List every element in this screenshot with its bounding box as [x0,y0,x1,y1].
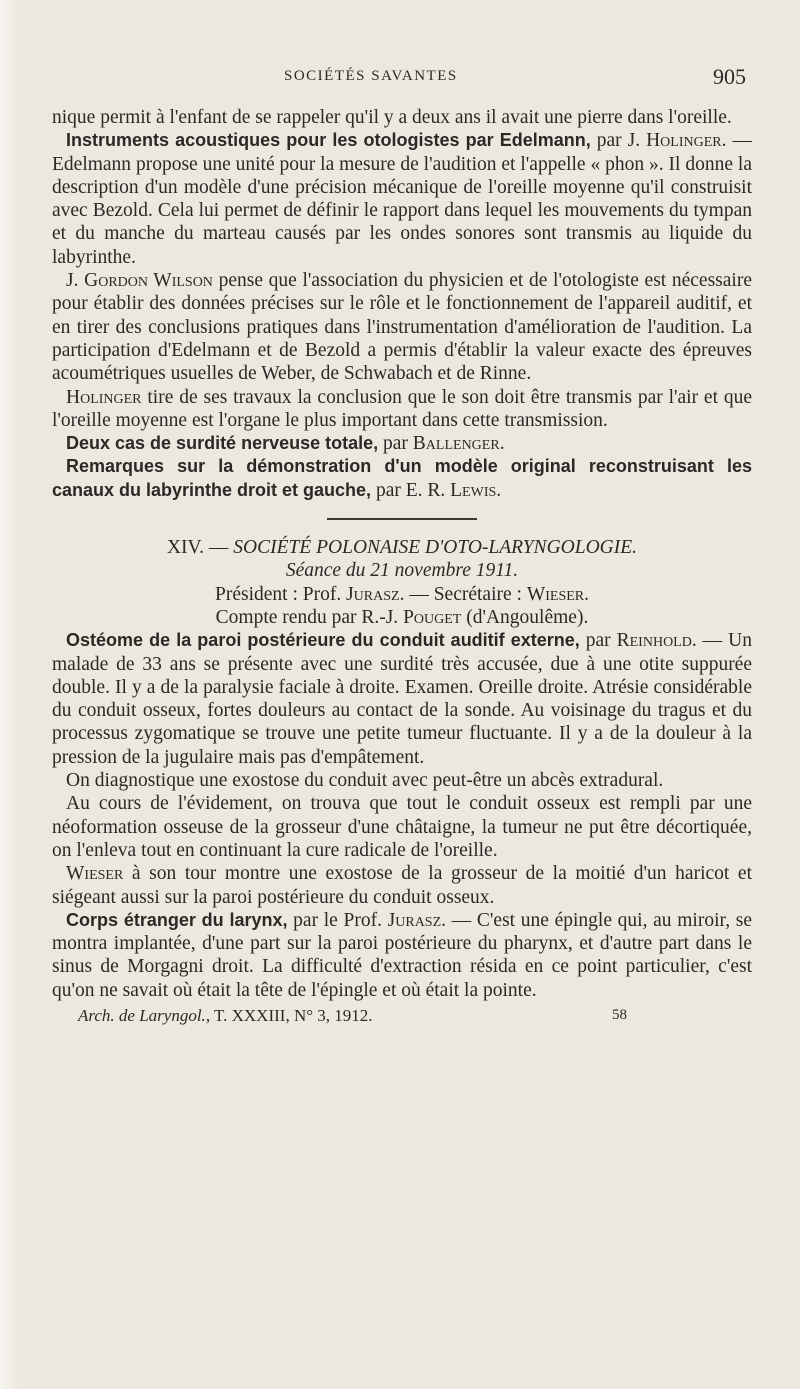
journal-citation: Arch. de Laryngol., T. XXXIII, N° 3, 1912. [78,1005,373,1025]
author-name: Gordon Wilson [84,270,213,292]
page-footer [52,1004,752,1028]
report-line: Compte rendu par R.-J. Pouget (d'Angoulême). [215,606,589,628]
article-title: Corps étranger du larynx, [66,909,288,930]
paragraph-evidement: Au cours de l'évidement, on trouva que tout le conduit osseux est rempli par une néoformation osseuse de la grosseur d'une châtaigne, la tumeur ne put être décortiquée, on l'enleva tout en continuant la cure radicale de l'oreille. [52,793,752,861]
author-name: Ballenger [412,433,500,455]
page-edge [0,0,20,1389]
author-name: Reinhold [616,630,692,652]
author-name: Wieser [66,863,124,885]
paragraph-diagnostic: On diagnostique une exostose du conduit avec peut-être un abcès extradural. [66,770,664,792]
body-text [52,106,752,1028]
article-title: Ostéome de la paroi postérieure du conduit auditif externe, [66,630,580,651]
paragraph-labyrinthe: Remarques sur la démonstration d'un modèle original reconstruisant les canaux du labyrinthe droit et gauche, par E. R. Lewis. [52,456,752,501]
officers-line: Président : Prof. Jurasz. — Secrétaire : Wieser. [215,583,589,605]
paragraph-holinger: Holinger tire de ses travaux la conclusion que le son doit être transmis par l'air et que l'oreille moyenne est l'organe le plus important dans cette transmission. [52,386,752,431]
signature-mark: 58 [612,1006,627,1023]
article-title: Instruments acoustiques pour les otologistes par Edelmann, [66,130,591,151]
author-name: Holinger [646,130,722,152]
author-name: Jurasz [387,909,442,931]
paragraph-osteome: Ostéome de la paroi postérieure du conduit auditif externe, par Reinhold. — Un malade de 33 ans se présente avec une surdité très accusée, due à une otite suppurée double. Il y a de la paralysie faciale à droite. Examen. Oreille droite. Atrésie considérable du conduit osseux, fortes douleurs au contact de la sonde. Au voisinage du tragus et du processus zygomatique se trouve une petite tumeur fluctuante. Il y a de la douleur à la pression de la jugulaire mais pas d'empâtement. [52,630,752,768]
section-divider [327,518,477,520]
reporter-name: Pouget [403,606,462,628]
paragraph-continuation: nique permit à l'enfant de se rappeler qu'il y a deux ans il avait une pierre dans l'oreille. [52,107,732,128]
article-title: Remarques sur la démonstration d'un modèle original reconstruisant les canaux du labyrinthe droit et gauche, [52,456,752,500]
section-title: SOCIÉTÉ POLONAISE D'OTO-LARYNGOLOGIE. [233,537,638,559]
president-name: Jurasz [346,583,400,605]
paragraph-wieser: Wieser à son tour montre une exostose de la grosseur de la moitié d'un haricot et siégeant aussi sur la paroi postérieure du conduit osseux. [52,863,752,908]
page-number: 905 [713,64,746,89]
paragraph-corps-etranger: Corps étranger du larynx, par le Prof. Jurasz. — C'est une épingle qui, au miroir, se montra implantée, d'une part sur la paroi postérieure du pharynx, et d'autre part dans le sinus de Morgagni droit. La difficulté d'extraction résida en ce point particulier, c'est qu'on ne savait où était la tête de l'épingle et où était la pointe. [52,909,752,1001]
author-name: Holinger [66,386,142,408]
paragraph-instruments: Instruments acoustiques pour les otologistes par Edelmann, par J. Holinger. — Edelmann propose une unité pour la mesure de l'audition et l'appelle « phon ». Il donne la description d'un modèle d'une précision mécanique de l'oreille moyenne qu'il construisit avec Bezold. Cela lui permet de définir le rapport dans lequel les mouvements du tympan et du manche du marteau causés par les ondes sonores sont transmis au liquide du labyrinthe. [52,130,752,268]
secretary-name: Wieser [526,583,585,605]
paragraph-surdite: Deux cas de surdité nerveuse totale, par Ballenger. [66,433,505,455]
page-header [52,64,752,94]
section-heading: XIV. — SOCIÉTÉ POLONAISE D'OTO-LARYNGOLOGIE. [166,537,638,559]
session-date: Séance du 21 novembre 1911. [285,560,519,582]
paragraph-gordon-wilson: J. Gordon Wilson pense que l'association du physicien et de l'otologiste est nécessaire pour établir des données précises sur le rôle et le fonctionnement de l'appareil auditif, et en tirer des conclusions pratiques dans l'instrumentation d'amélioration de l'audition. La participation d'Edelmann et de Bezold a permis d'établir la valeur exacte des épreuves acoumétriques usuelles de Weber, de Schwabach et de Rinne. [52,270,752,385]
running-title: SOCIÉTÉS SAVANTES [284,68,458,84]
article-title: Deux cas de surdité nerveuse totale, [66,433,379,454]
author-name: Lewis [450,479,497,501]
